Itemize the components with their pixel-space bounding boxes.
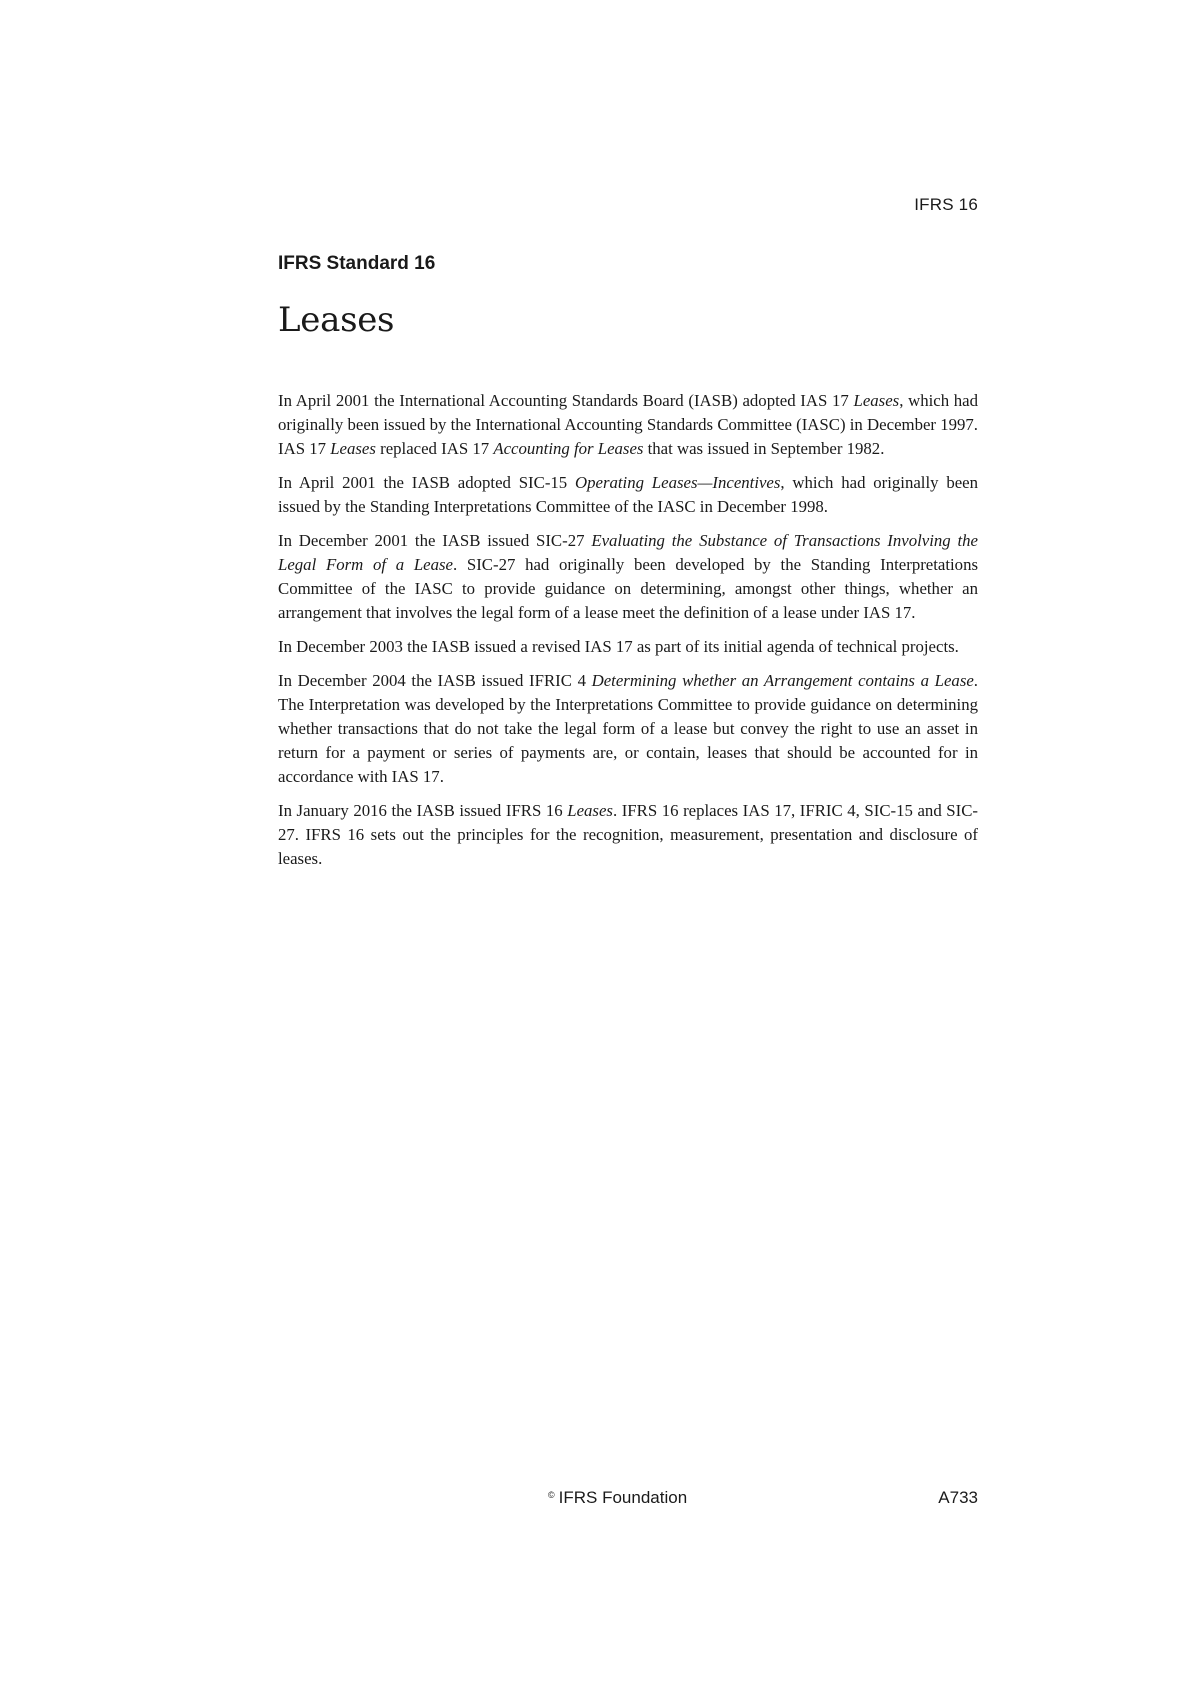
italic-title-run: Leases [330, 439, 376, 458]
running-head: IFRS 16 [914, 195, 978, 214]
body-paragraph [278, 389, 978, 461]
italic-title-run: Accounting for Leases [493, 439, 644, 458]
text-run: , which had originally been issued by the Standing Interpretations Committee of the IASC in December 1998. [278, 473, 978, 516]
text-run: In April 2001 the International Accounting Standards Board (IASB) adopted IAS 17 [278, 391, 854, 410]
text-run: In December 2004 the IASB issued IFRIC 4 [278, 671, 592, 690]
text-run: In December 2003 the IASB issued a revised IAS 17 as part of its initial agenda of technical projects. [278, 637, 959, 656]
text-run: , which had originally been issued by the International Accounting Standards Committee (IASC) in December 1997. IAS 17 [278, 391, 979, 458]
body-paragraph [278, 799, 978, 871]
copyright-text: IFRS Foundation [558, 1488, 688, 1507]
text-run: In January 2016 the IASB issued IFRS 16 [278, 801, 568, 820]
italic-title-run: Evaluating the Substance of Transactions Involving the Legal Form of a Lease [278, 531, 978, 574]
text-run: that was issued in September 1982. [643, 439, 885, 458]
standard-label: IFRS Standard 16 [278, 253, 436, 274]
text-run: replaced IAS 17 [375, 439, 494, 458]
italic-title-run: Leases [853, 391, 900, 410]
text-run: In December 2001 the IASB issued SIC-27 [278, 531, 592, 550]
italic-title-run: Operating Leases—Incentives [575, 473, 781, 492]
page-number: A733 [938, 1488, 978, 1507]
document-title: Leases [278, 300, 395, 340]
italic-title-run: Determining whether an Arrangement contains a Lease [591, 671, 974, 690]
footer-copyright [548, 1488, 687, 1508]
text-run: . SIC-27 had originally been developed by the Standing Interpretations Committee of the IASC to provide guidance on determining, amongst other things, whether an arrangement that involves the legal form of a lease meet the definition of a lease under IAS 17. [278, 555, 978, 622]
body-text [278, 389, 978, 881]
body-paragraph [278, 471, 978, 519]
text-run: . IFRS 16 replaces IAS 17, IFRIC 4, SIC-15 and SIC-27. IFRS 16 sets out the principles for the recognition, measurement, presentation and disclosure of leases. [278, 801, 978, 868]
body-paragraph [278, 669, 978, 789]
body-paragraph [278, 635, 978, 659]
body-paragraph [278, 529, 978, 625]
text-run: In April 2001 the IASB adopted SIC-15 [278, 473, 575, 492]
text-run: . The Interpretation was developed by the Interpretations Committee to provide guidance on determining whether transactions that do not take the legal form of a lease but convey the right to use an asset in return for a payment or series of payments are, or contain, leases that should be accounted for in accordance with IAS 17. [278, 671, 978, 786]
italic-title-run: Leases [567, 801, 613, 820]
copyright-symbol: © [548, 1490, 555, 1500]
